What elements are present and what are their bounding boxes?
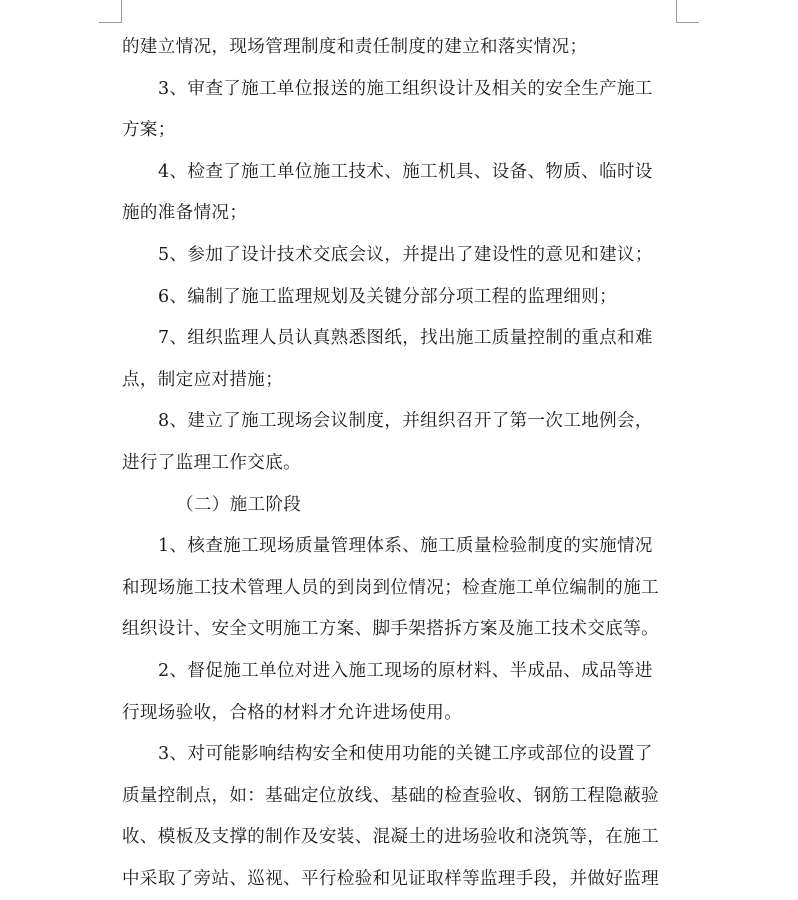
- text-line: 进行了监理工作交底。: [122, 452, 301, 473]
- text-line: 组织设计、安全文明施工方案、脚手架搭拆方案及施工技术交底等。: [122, 619, 659, 640]
- text-line: 质量控制点，如：基础定位放线、基础的检查验收、钢筋工程隐蔽验: [122, 785, 659, 806]
- text-line: 中采取了旁站、巡视、平行检验和见证取样等监理手段，并做好监理: [122, 868, 659, 889]
- text-line: 3、审查了施工单位报送的施工组织设计及相关的安全生产施工: [158, 78, 653, 99]
- text-line: 6、编制了施工监理规划及关键分部分项工程的监理细则；: [158, 286, 618, 307]
- section-heading: （二）施工阶段: [176, 494, 302, 515]
- margin-corner-mark-right: [676, 0, 699, 23]
- text-line: 7、组织监理人员认真熟悉图纸，找出施工质量控制的重点和难: [158, 328, 653, 349]
- text-line: 4、检查了施工单位施工技术、施工机具、设备、物质、临时设: [158, 161, 653, 182]
- text-line: 收、模板及支撑的制作及安装、混凝土的进场验收和浇筑等，在施工: [122, 827, 659, 848]
- margin-corner-mark-left: [99, 0, 122, 23]
- text-line: 和现场施工技术管理人员的到岗到位情况；检查施工单位编制的施工: [122, 577, 659, 598]
- document-body[interactable]: [122, 27, 682, 900]
- text-line: 5、参加了设计技术交底会议，并提出了建设性的意见和建议；: [158, 244, 653, 265]
- text-line: 2、督促施工单位对进入施工现场的原材料、半成品、成品等进: [158, 660, 653, 681]
- text-line: 1、核查施工现场质量管理体系、施工质量检验制度的实施情况: [158, 536, 653, 557]
- text-line: 方案；: [122, 120, 176, 141]
- text-line: 的建立情况，现场管理制度和责任制度的建立和落实情况；: [122, 37, 588, 57]
- text-line: 行现场验收，合格的材料才允许进场使用。: [122, 702, 463, 723]
- text-line: 施的准备情况；: [122, 203, 248, 224]
- text-line: 点，制定应对措施；: [122, 369, 284, 390]
- text-line: 8、建立了施工现场会议制度，并组织召开了第一次工地例会，: [158, 411, 653, 432]
- text-line: 3、对可能影响结构安全和使用功能的关键工序或部位的设置了: [158, 744, 653, 765]
